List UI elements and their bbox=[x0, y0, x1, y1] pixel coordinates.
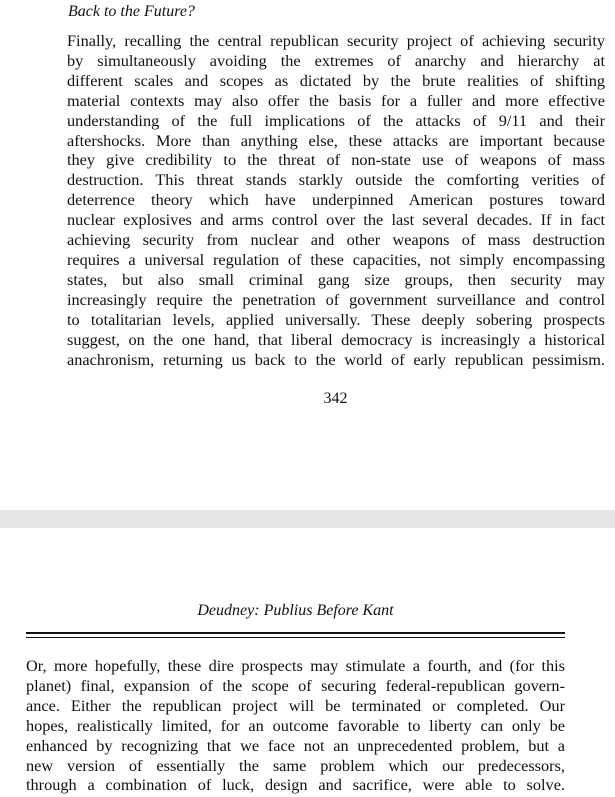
paragraph-line: they give credibility to the threat of non-state use of weapons of mass bbox=[67, 150, 605, 170]
page-separator bbox=[0, 510, 615, 528]
header-rule-thin bbox=[26, 637, 565, 638]
paragraph-line: understanding of the full implications of the attacks of 9/11 and their bbox=[67, 110, 605, 130]
body-paragraph bbox=[67, 31, 605, 369]
paragraph-line: material contexts may also offer the basis for a fuller and more effective bbox=[67, 90, 605, 110]
paragraph-line: new version of essentially the same problem which our predecessors, bbox=[26, 755, 565, 775]
paragraph-line: destruction. This threat stands starkly outside the comforting verities of bbox=[67, 170, 605, 190]
paragraph-line: suggest, on the one hand, that liberal democracy is increasingly a historical bbox=[67, 329, 605, 349]
paragraph-line: enhanced by recognizing that we face not an unprecedented problem, but a bbox=[26, 735, 565, 755]
running-head: Deudney: Publius Before Kant bbox=[197, 602, 394, 619]
paragraph-line: achieving security from nuclear and other weapons of mass destruction bbox=[67, 230, 605, 250]
paragraph-line: Finally, recalling the central republican security project of achieving security bbox=[67, 31, 605, 50]
page-343 bbox=[0, 528, 615, 797]
paragraph-line: requires a universal regulation of these capacities, not simply encompassing bbox=[67, 249, 605, 269]
paragraph-line: to totalitarian levels, applied universally. These deeply sobering prospects bbox=[67, 309, 605, 329]
paragraph-line: nuclear explosives and arms control over the last several decades. If in fact bbox=[67, 210, 605, 230]
paragraph-line: Or, more hopefully, these dire prospects may stimulate a fourth, and (for this bbox=[26, 656, 565, 675]
paragraph-line: through a combination of luck, design and sacrifice, were able to solve. bbox=[26, 775, 565, 795]
paragraph-line: different scales and scopes as dictated by the brute realities of shifting bbox=[67, 70, 605, 90]
section-title: Back to the Future? bbox=[68, 3, 195, 20]
paragraph-line: ance. Either the republican project will be terminated or completed. Our bbox=[26, 695, 565, 715]
paragraph-line: planet) final, expansion of the scope of securing federal-republican govern- bbox=[26, 675, 565, 695]
paragraph-line: anachronism, returning us back to the world of early republican pessimism. bbox=[67, 349, 605, 369]
paragraph-line: states, but also small criminal gang size groups, then security may bbox=[67, 269, 605, 289]
body-paragraph bbox=[26, 656, 565, 795]
paragraph-line: deterrence theory which have underpinned American postures toward bbox=[67, 190, 605, 210]
paragraph-line: aftershocks. More than anything else, these attacks are important because bbox=[67, 130, 605, 150]
paragraph-line: hopes, realistically limited, for an outcome favorable to liberty can only be bbox=[26, 715, 565, 735]
paragraph-line: increasingly require the penetration of government surveillance and control bbox=[67, 289, 605, 309]
header-rule-thick bbox=[26, 632, 565, 634]
page-number: 342 bbox=[323, 390, 348, 407]
paragraph-line: by simultaneously avoiding the extremes of anarchy and hierarchy at bbox=[67, 50, 605, 70]
